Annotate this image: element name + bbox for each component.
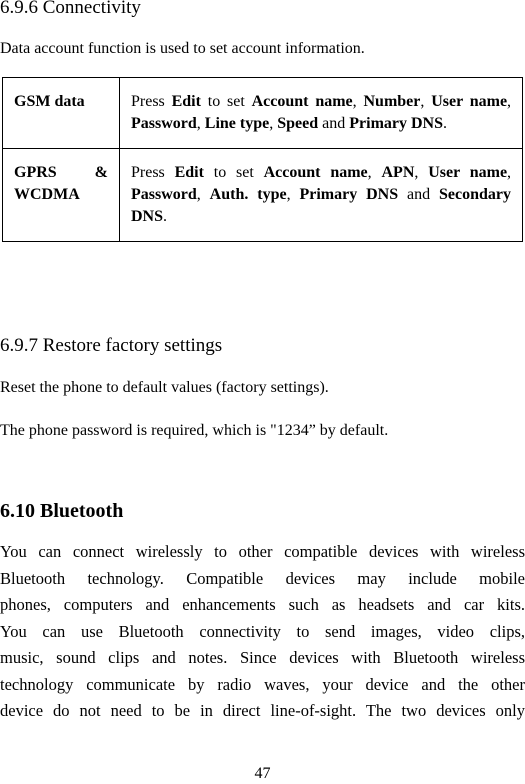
- bold-term: Primary DNS: [349, 115, 444, 132]
- bold-term: Line type: [204, 115, 270, 132]
- heading-restore-factory-settings: 6.9.7 Restore factory settings: [0, 335, 223, 356]
- bold-term: Number: [363, 93, 421, 110]
- bluetooth-line: technology communicate by radio waves, your device and the other: [0, 674, 525, 694]
- bluetooth-line: You can connect wirelessly to other compatible devices with wireless: [0, 542, 525, 561]
- bluetooth-line: device do not need to be in direct line-of-sight. The two devices only: [0, 701, 525, 720]
- bold-term: Edit: [171, 93, 201, 110]
- page-number: 47: [254, 765, 271, 782]
- bold-term: Auth. type: [209, 186, 287, 203]
- heading-bluetooth: 6.10 Bluetooth: [0, 500, 124, 522]
- table-row-gsm: [3, 78, 523, 149]
- restore-paragraph-1: Reset the phone to default values (factory settings).: [0, 379, 329, 396]
- table-row-gprs: [3, 149, 523, 242]
- bold-term: Edit: [174, 164, 204, 181]
- connectivity-intro: Data account function is used to set account information.: [0, 40, 365, 57]
- bold-term: Speed: [277, 115, 319, 132]
- bold-term: Account name: [263, 164, 368, 181]
- bluetooth-line: phones, computers and enhancements such as headsets and car kits.: [0, 595, 525, 614]
- bold-term: User name: [428, 164, 508, 181]
- bold-term: Password: [131, 115, 197, 132]
- restore-paragraph-2: The phone password is required, which is "1234” by default.: [0, 422, 389, 439]
- bold-term: Primary DNS: [299, 186, 399, 203]
- bluetooth-line: music, sound clips and notes. Since devices with Bluetooth wireless: [0, 648, 525, 667]
- bluetooth-line: You can use Bluetooth connectivity to send images, video clips,: [0, 621, 525, 641]
- heading-connectivity: 6.9.6 Connectivity: [0, 0, 141, 18]
- bold-term: Password: [131, 186, 197, 203]
- connectivity-table: [2, 77, 523, 242]
- bold-term: Account name: [251, 93, 353, 110]
- gsm-description: Press Edit to set Account name, Number, User name, Password, Line type, Speed and Primary DNS.: [120, 78, 523, 149]
- gprs-description: Press Edit to set Account name, APN, User name, Password, Auth. type, Primary DNS and Secondary DNS.: [120, 149, 523, 242]
- bold-term: User name: [431, 93, 508, 110]
- bluetooth-paragraph: [0, 539, 525, 725]
- gsm-label: GSM data: [3, 78, 120, 149]
- bold-term: Secondary DNS: [131, 186, 512, 225]
- gprs-label: GPRS & WCDMA: [3, 149, 120, 242]
- bold-term: APN: [381, 164, 415, 181]
- bluetooth-line: Bluetooth technology. Compatible devices may include mobile: [0, 568, 525, 588]
